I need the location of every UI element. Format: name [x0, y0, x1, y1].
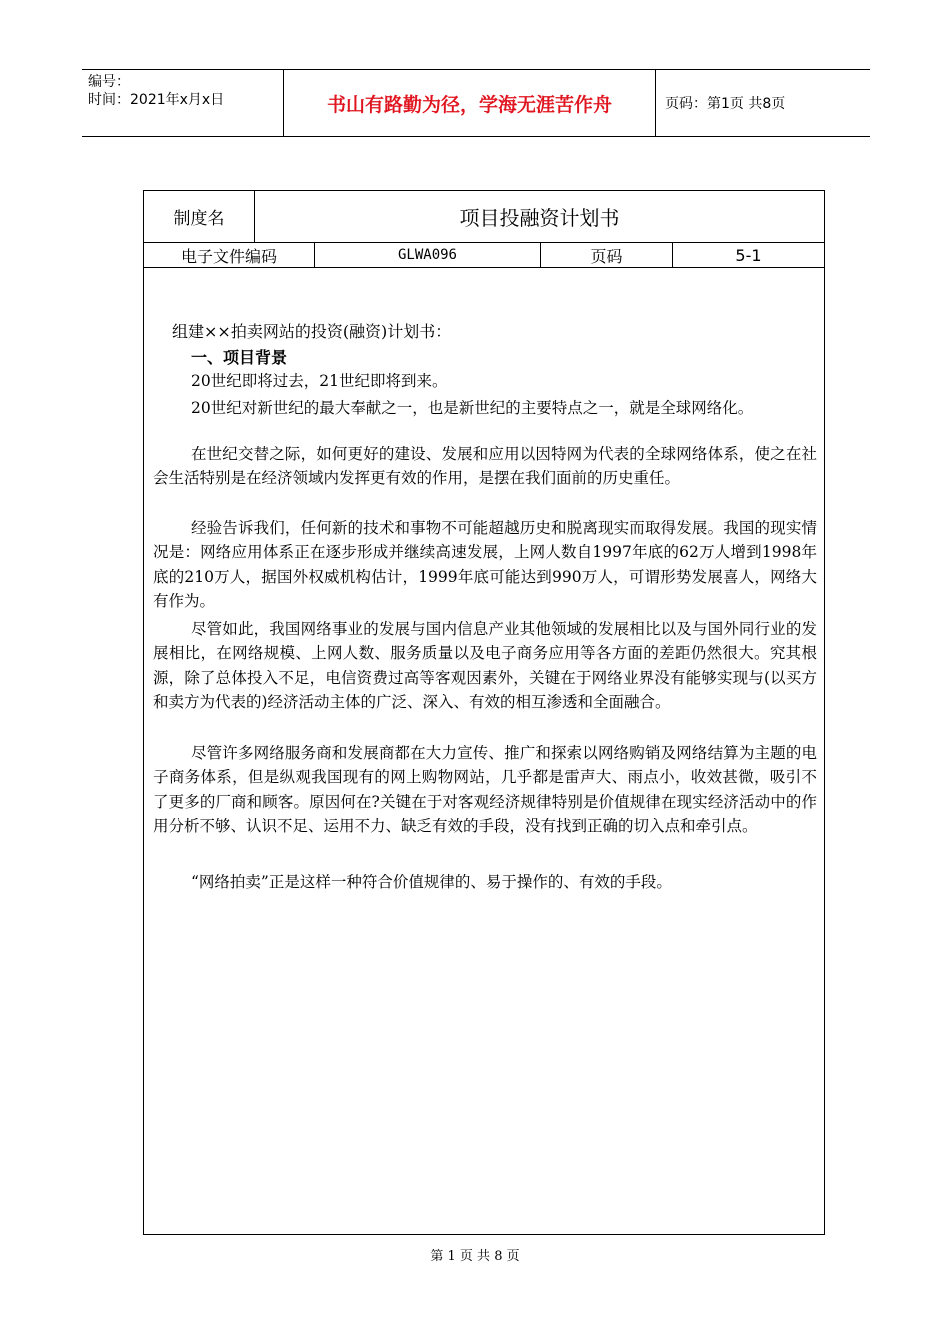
document-title: 组建××拍卖网站的投资(融资)计划书： [172, 322, 452, 341]
serial-label: 编号： [88, 74, 130, 90]
page-footer [0, 1245, 950, 1264]
paragraph: 在世纪交替之际，如何更好的建设、发展和应用以因特网为代表的全球网络体系，使之在社会生活特别是在经济领域内发挥更有效的作用，是摆在我们面前的历史重任。 [153, 445, 817, 488]
footer-page-text: 第 1 页 共 8 页 [430, 1249, 520, 1264]
paragraph: 尽管许多网络服务商和发展商都在大力宣传、推广和探索以网络购销及网络结算为主题的电子商务体系，但是纵观我国现有的网上购物网站，几乎都是雷声大、雨点小，收效甚微，吸引不了更多的厂商和顾客。原因何在?关键在于对客观经济规律特别是价值规律在现实经济活动中的作用分析不够、认识不足、运用不力、缺乏有效的手段，没有找到正确的切入点和牵引点。 [153, 744, 817, 836]
paragraph: 20世纪对新世纪的最大奉献之一，也是新世纪的主要特点之一，就是全球网络化。 [191, 399, 754, 417]
header-page-cell [655, 70, 870, 136]
system-name-label: 制度名 [144, 191, 255, 242]
system-name-value: 项目投融资计划书 [459, 206, 620, 230]
header-page-info: 页码：第1页 共8页 [665, 96, 786, 112]
section-heading: 一、项目背景 [191, 348, 288, 367]
header-motto-cell [283, 70, 656, 136]
paragraph: 20世纪即将过去，21世纪即将到来。 [191, 372, 448, 390]
motto-text: 书山有路勤为径，学海无涯苦作舟 [326, 93, 612, 116]
file-code-label: 电子文件编码 [144, 243, 315, 267]
page-value: 5-1 [735, 245, 762, 265]
file-code-value: GLWA096 [315, 243, 541, 267]
paragraph: “网络拍卖”正是这样一种符合价值规律的、易于操作的、有效的手段。 [191, 873, 672, 891]
page-label: 页码 [541, 243, 673, 267]
form-row-system-name [144, 191, 824, 243]
paragraph: 经验告诉我们，任何新的技术和事物不可能超越历史和脱离现实而取得发展。我国的现实情况是：网络应用体系正在逐步形成并继续高速发展，上网人数自1997年底的62万人增到1998年底的210万人，据国外权威机构估计，1999年底可能达到990万人，可谓形势发展喜人，网络大有作为。 [153, 519, 817, 611]
date-label: 时间：2021年x月x日 [88, 92, 225, 108]
paragraph: 尽管如此，我国网络事业的发展与国内信息产业其他领域的发展相比以及与国外同行业的发展相比，在网络规模、上网人数、服务质量以及电子商务应用等各方面的差距仍然很大。究其根源，除了总体投入不足，电信资费过高等客观因素外，关键在于网络业界没有能够实现与(以买方和卖方为代表的)经济活动主体的广泛、深入、有效的相互渗透和全面融合。 [153, 620, 817, 712]
header-meta [82, 70, 283, 136]
form-row-file-code [144, 243, 824, 268]
page-header [82, 69, 870, 137]
